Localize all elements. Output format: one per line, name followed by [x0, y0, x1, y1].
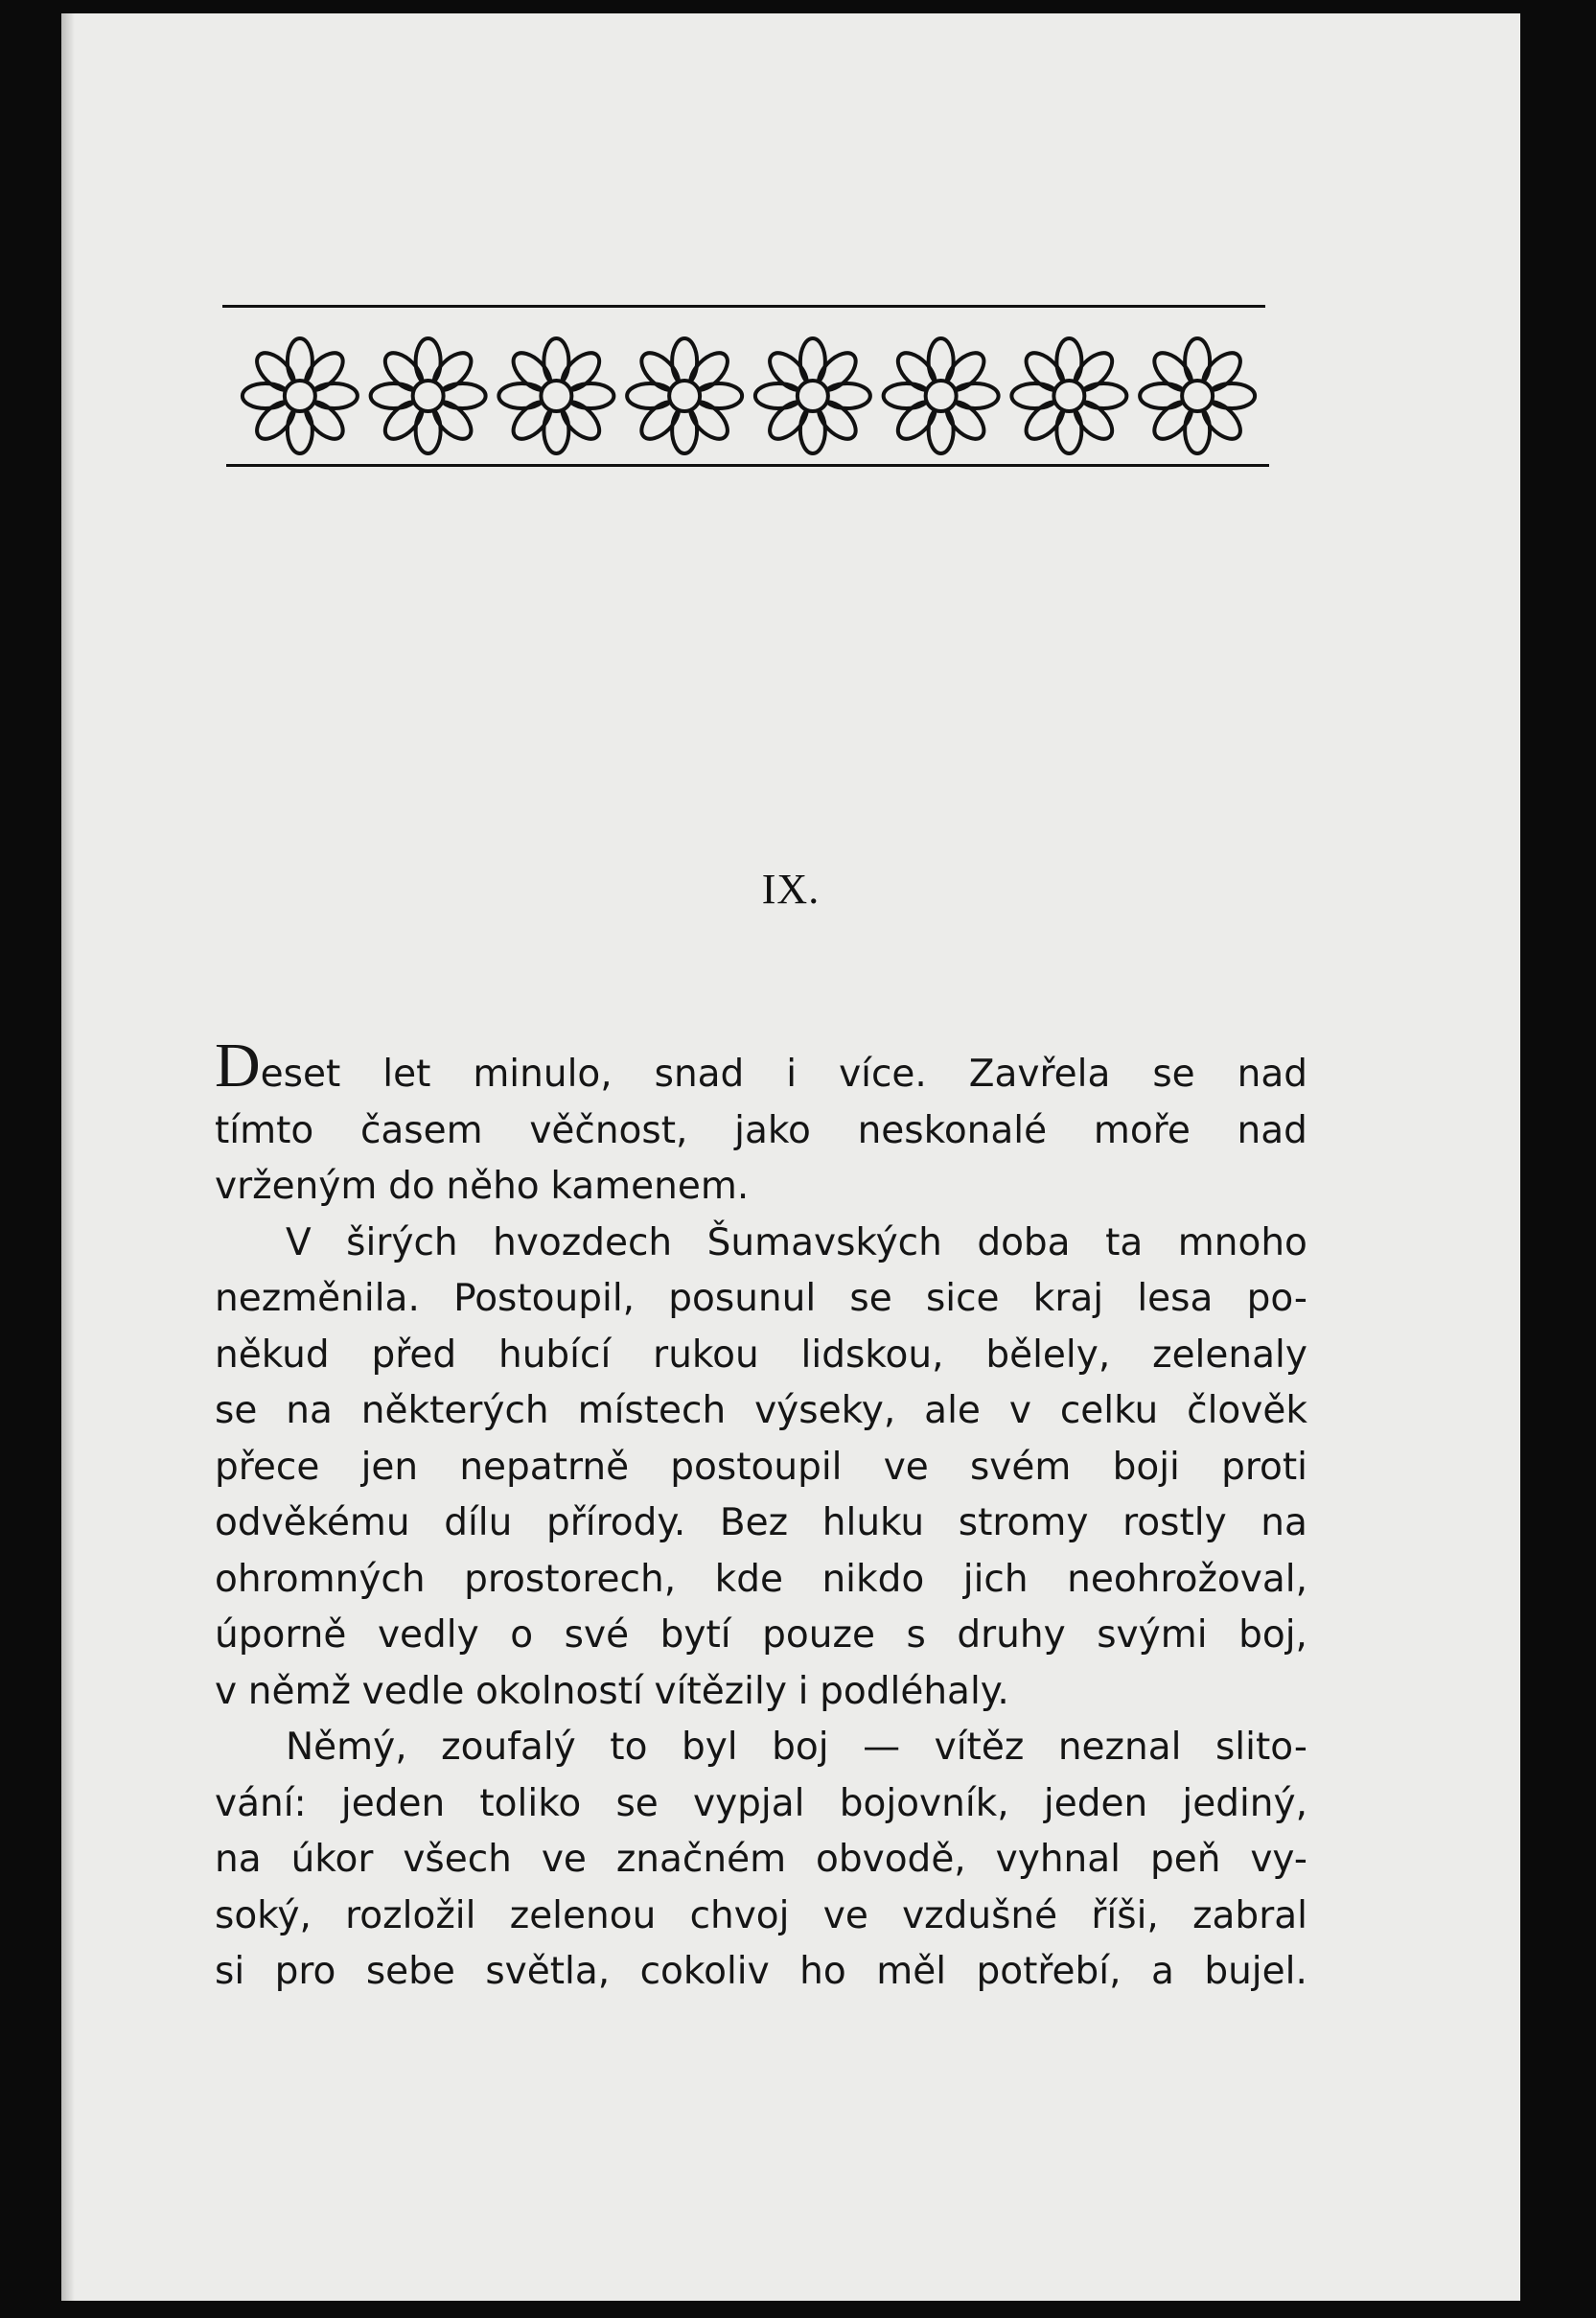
word: říši, [1091, 1893, 1159, 1937]
word: ta [1105, 1220, 1144, 1264]
word: ve [822, 1893, 868, 1937]
word: časem [359, 1108, 483, 1152]
word: některých [360, 1389, 549, 1432]
word: všech [403, 1838, 512, 1881]
word: vání: [215, 1781, 307, 1825]
word: jeden [340, 1781, 446, 1825]
word: prostorech, [464, 1557, 677, 1601]
flower-icon [498, 338, 613, 453]
text-line [215, 1383, 1307, 1440]
word: místech [577, 1389, 727, 1432]
word: a [1150, 1950, 1174, 1993]
word: vítěz [934, 1726, 1025, 1769]
body-text [215, 1031, 1307, 2001]
text-line [215, 1832, 1307, 1889]
word: Němý, [286, 1726, 407, 1769]
word: výseky, [754, 1389, 896, 1432]
word: si [215, 1950, 245, 1993]
word: přece [215, 1445, 320, 1489]
word: mnoho [1177, 1220, 1307, 1264]
word: bělely, [985, 1333, 1111, 1377]
word: člověk [1187, 1389, 1307, 1432]
word: sice [925, 1277, 1000, 1320]
word: okolností [475, 1669, 643, 1713]
ornament-top-rule [222, 305, 1265, 308]
word: posunul [668, 1277, 817, 1320]
flower-icon [1140, 338, 1255, 453]
word: před [371, 1333, 457, 1377]
word: lesa [1137, 1277, 1214, 1320]
word: o [510, 1613, 534, 1657]
word: podléhaly. [820, 1669, 1009, 1713]
word: odvěkému [215, 1501, 410, 1544]
word: neznal [1057, 1726, 1182, 1769]
word: Zavřela [968, 1053, 1111, 1096]
word: své [564, 1613, 630, 1657]
ornament-bottom-rule [226, 464, 1269, 467]
word: v [1008, 1389, 1031, 1432]
word: rostly [1122, 1501, 1227, 1544]
text-line [215, 1664, 1307, 1721]
word: úkor [290, 1838, 374, 1881]
text-line [215, 1944, 1307, 2001]
word: boji [1112, 1445, 1180, 1489]
word: ve [541, 1838, 587, 1881]
word: nikdo [821, 1557, 925, 1601]
word: kamenem. [550, 1165, 750, 1208]
word: proti [1221, 1445, 1307, 1489]
word: po- [1246, 1277, 1307, 1320]
word: Bez [719, 1501, 789, 1544]
word: bytí [659, 1613, 731, 1657]
text-line [215, 1889, 1307, 1945]
word: značném [615, 1838, 787, 1881]
word: na [215, 1838, 262, 1881]
word: boj [772, 1726, 829, 1769]
flower-icon [755, 338, 870, 453]
word: let [382, 1053, 431, 1096]
word: přírody. [545, 1501, 686, 1544]
word: snad [654, 1053, 745, 1096]
word: něho [446, 1165, 540, 1208]
flower-icon [1011, 338, 1126, 453]
word: potřebí, [976, 1950, 1122, 1993]
word: na [1261, 1501, 1307, 1544]
word: nad [1237, 1053, 1307, 1096]
word: vedle [361, 1669, 465, 1713]
word: svém [969, 1445, 1072, 1489]
word: peň [1149, 1838, 1221, 1881]
word: nepatrně [459, 1445, 630, 1489]
word: obvodě, [816, 1838, 966, 1881]
word: jich [962, 1557, 1029, 1601]
word: širých [346, 1220, 458, 1264]
word: slito- [1214, 1726, 1307, 1769]
word: Šumavských [706, 1220, 942, 1264]
word: úporně [215, 1613, 347, 1657]
word: nad [1237, 1108, 1307, 1152]
text-line [215, 1103, 1307, 1160]
word: ve [883, 1445, 929, 1489]
word: hubící [497, 1333, 612, 1377]
word: měl [876, 1950, 947, 1993]
word: byl [681, 1726, 738, 1769]
word: hluku [821, 1501, 925, 1544]
text-line: Deset let minulo, snad i více. Zavřela se nad [215, 1047, 1307, 1103]
word: vy- [1250, 1838, 1307, 1881]
word: moře [1093, 1108, 1191, 1152]
word: doba [977, 1220, 1071, 1264]
text-line [215, 1495, 1307, 1552]
word: ho [799, 1950, 846, 1993]
word: zelenaly [1152, 1333, 1307, 1377]
word: jen [360, 1445, 419, 1489]
word: i [786, 1053, 798, 1096]
word: kraj [1032, 1277, 1104, 1320]
word: dílu [444, 1501, 513, 1544]
word: i [798, 1669, 809, 1713]
word: chvoj [689, 1893, 790, 1937]
word: minulo, [473, 1053, 613, 1096]
book-page [61, 13, 1520, 2301]
word: rozložil [345, 1893, 476, 1937]
word: rukou [653, 1333, 759, 1377]
word: jediný, [1182, 1781, 1307, 1825]
text-line [215, 1216, 1307, 1272]
word: ale [924, 1389, 981, 1432]
word: vrženým [215, 1165, 378, 1208]
word: hvozdech [493, 1220, 673, 1264]
word: tímto [215, 1108, 314, 1152]
word: vzdušné [902, 1893, 1058, 1937]
word: — [863, 1726, 901, 1769]
word: stromy [958, 1501, 1089, 1544]
word: celku [1059, 1389, 1159, 1432]
word: nezměnila. [215, 1277, 420, 1320]
word: zabral [1192, 1893, 1307, 1937]
text-line [215, 1159, 1307, 1216]
flower-icon [884, 338, 999, 453]
word: vedly [377, 1613, 479, 1657]
word: to [610, 1726, 648, 1769]
chapter-heading: IX. [761, 866, 821, 913]
word: Postoupil, [453, 1277, 636, 1320]
flower-icon [243, 338, 358, 453]
word: více. [839, 1053, 927, 1096]
word: věčnost, [529, 1108, 688, 1152]
word: neskonalé [857, 1108, 1048, 1152]
word: němž [247, 1669, 351, 1713]
word: boj, [1238, 1613, 1307, 1657]
word: bojovník, [839, 1781, 1009, 1825]
word: do [388, 1165, 435, 1208]
word: vypjal [693, 1781, 805, 1825]
flower-ornament-border [236, 334, 1261, 458]
text-line [215, 1720, 1307, 1776]
word: postoupil [670, 1445, 843, 1489]
word: toliko [479, 1781, 582, 1825]
word: V [286, 1220, 312, 1264]
word: s [906, 1613, 926, 1657]
word: neohrožoval, [1067, 1557, 1307, 1601]
word: jako [734, 1108, 811, 1152]
word: se [849, 1277, 892, 1320]
text-line [215, 1271, 1307, 1328]
flower-ornament-icon [236, 334, 1261, 458]
word: jeden [1043, 1781, 1148, 1825]
word: svými [1097, 1613, 1208, 1657]
word: v [215, 1669, 238, 1713]
flower-icon [627, 338, 742, 453]
word: vyhnal [995, 1838, 1121, 1881]
page-edge-shadow [61, 13, 75, 2301]
drop-cap: D [215, 1031, 261, 1101]
word: pro [274, 1950, 336, 1993]
text-line [215, 1776, 1307, 1833]
word: bujel. [1204, 1950, 1307, 1993]
word: druhy [957, 1613, 1066, 1657]
word: sebe [365, 1950, 455, 1993]
word: světla, [485, 1950, 611, 1993]
word: soký, [215, 1893, 312, 1937]
word: cokoliv [639, 1950, 770, 1993]
word: se [215, 1389, 258, 1432]
word: vítězily [654, 1669, 787, 1713]
text-line [215, 1328, 1307, 1384]
text-line [215, 1608, 1307, 1664]
word: zelenou [509, 1893, 657, 1937]
text-line [215, 1552, 1307, 1609]
word: se [615, 1781, 659, 1825]
word: někud [215, 1333, 330, 1377]
word: se [1152, 1053, 1195, 1096]
word: pouze [762, 1613, 875, 1657]
word: lidskou, [800, 1333, 944, 1377]
text-line [215, 1440, 1307, 1496]
word: kde [714, 1557, 783, 1601]
word: zoufalý [441, 1726, 576, 1769]
flower-icon [371, 338, 486, 453]
word: ohromných [215, 1557, 426, 1601]
word: na [286, 1389, 333, 1432]
